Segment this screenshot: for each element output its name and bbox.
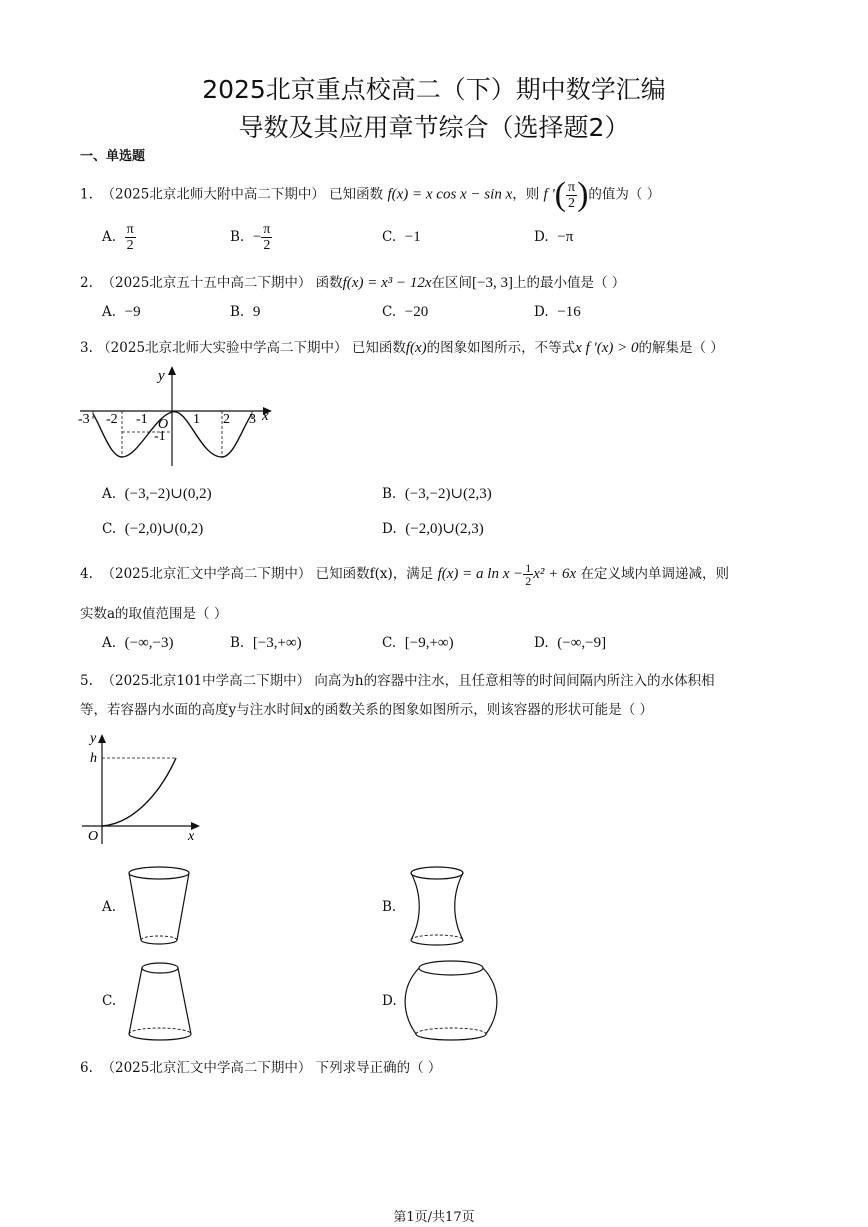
formula: f(x) = a ln x − xyxy=(437,566,524,582)
option-c: C. −1 xyxy=(382,229,421,245)
option-a: A. xyxy=(102,899,117,915)
option-c: C. −20 xyxy=(382,304,429,320)
question-4-line-2: 实数a的取值范围是（ ） xyxy=(80,606,228,622)
title-line-2: 导数及其应用章节综合（选择题2） xyxy=(238,113,630,142)
origin-label: O xyxy=(158,417,169,432)
formula: f(x) = x cos x − sin x xyxy=(387,186,513,203)
question-5: 5. （2025北京101中学高二下期中） 向高为h的容器中注水，且任意相等的时间间隔内所注入的水体积相 xyxy=(80,673,715,689)
x-axis-label: x xyxy=(188,829,195,844)
formula: f(x) xyxy=(405,340,427,356)
option-a: A. $\frac{\pi}{2}$ xyxy=(102,222,134,253)
option-d: D. (−∞,−9] xyxy=(534,635,607,651)
question-5-line-2: 等，若容器内水面的高度y与注水时间x的函数关系的图象如图所示，则该容器的形状可能是（ ） xyxy=(80,702,654,718)
option-b: B. [−3,+∞) xyxy=(230,635,302,651)
tick-label: -1 xyxy=(154,429,166,444)
section-heading: 一、单选题 xyxy=(80,149,146,164)
question-1: 1. （2025北京北师大附中高二下期中） 已知函数 f(x) = x cos x − sin x，则 f '( $\frac{\pi}{2}$ )的值为（ ） xyxy=(80,176,661,213)
option-d: D. −16 xyxy=(534,304,581,320)
function-graph-q5 xyxy=(78,728,208,846)
question-2: 2. （2025北京五十五中高二下期中） 函数f(x) = x³ − 12x在区间[−3, 3]上的最小值是（ ） xyxy=(80,275,626,291)
container-option-d xyxy=(404,956,498,1046)
option-b: B. − $\frac{\pi}{2}$ xyxy=(230,222,271,253)
fraction: $\frac{\pi}{2}$ xyxy=(568,179,576,211)
question-text: 向高为h的容器中注水，且任意相等的时间间隔内所注入的水体积相 xyxy=(314,673,715,689)
question-source: （2025北京汇文中学高二下期中） xyxy=(101,1060,312,1076)
y-axis-label: y xyxy=(90,731,97,746)
interval: [−3, 3] xyxy=(472,275,513,291)
option-c: C. xyxy=(102,993,117,1009)
tick-label: -3 xyxy=(78,412,90,427)
page-footer: 第1页/共17页 xyxy=(393,1210,475,1225)
question-source: （2025北京五十五中高二下期中） xyxy=(101,275,312,291)
function-graph-q3 xyxy=(76,362,276,470)
question-text: ，则 xyxy=(512,186,540,203)
option-b: B. (−3,−2)∪(2,3) xyxy=(382,486,492,502)
formula: x² + 6x xyxy=(533,566,577,582)
tick-label: -1 xyxy=(136,412,148,427)
option-b: B. xyxy=(382,899,397,915)
question-source: （2025北京北师大附中高二下期中） xyxy=(101,186,325,203)
height-label: h xyxy=(90,751,97,766)
question-6: 6. （2025北京汇文中学高二下期中） 下列求导正确的（ ） xyxy=(80,1060,442,1076)
option-d: D. (−2,0)∪(2,3) xyxy=(382,521,484,537)
question-source: （2025北京汇文中学高二下期中） xyxy=(101,566,312,582)
option-a: A. (−3,−2)∪(0,2) xyxy=(102,486,212,502)
question-number: 1. xyxy=(80,186,93,203)
option-b: B. 9 xyxy=(230,304,261,320)
option-d: D. xyxy=(382,993,397,1009)
option-a: A. −9 xyxy=(102,304,141,320)
container-option-a xyxy=(124,864,194,948)
question-text: 已知函数 xyxy=(329,186,384,203)
tick-label: 3 xyxy=(249,412,256,427)
formula: f ' xyxy=(543,186,555,203)
tick-label: -2 xyxy=(106,412,118,427)
formula: f(x) = x³ − 12x xyxy=(342,275,432,291)
question-text: 的值为（ ） xyxy=(588,186,661,203)
question-4: 4. （2025北京汇文中学高二下期中） 已知函数f(x)，满足 f(x) = a ln x − $\frac{1}{2}$ x² + 6x 在定义域内单调递减，则 xyxy=(80,561,729,588)
question-source: （2025北京北师大实验中学高二下期中） xyxy=(97,340,348,356)
option-a: A. (−∞,−3) xyxy=(102,635,174,651)
container-option-b xyxy=(404,864,470,948)
fraction: $\frac{1}{2}$ xyxy=(525,561,532,588)
formula: x f '(x) > 0 xyxy=(575,340,639,356)
x-axis-label: x xyxy=(262,408,269,424)
y-axis-label: y xyxy=(158,368,165,384)
title-line-1: 2025北京重点校高二（下）期中数学汇编 xyxy=(202,75,666,104)
option-c: C. (−2,0)∪(0,2) xyxy=(102,521,204,537)
tick-label: 2 xyxy=(223,412,230,427)
question-source: （2025北京101中学高二下期中） xyxy=(101,673,311,689)
container-option-c xyxy=(124,958,196,1044)
option-c: C. [−9,+∞) xyxy=(382,635,454,651)
question-3: 3. （2025北京北师大实验中学高二下期中） 已知函数f(x)的图象如图所示，不等式x f '(x) > 0的解集是（ ） xyxy=(80,340,724,356)
option-d: D. −π xyxy=(534,229,574,245)
tick-label: 1 xyxy=(193,412,200,427)
question-text: 下列求导正确的（ ） xyxy=(315,1060,442,1076)
origin-label: O xyxy=(88,829,99,844)
